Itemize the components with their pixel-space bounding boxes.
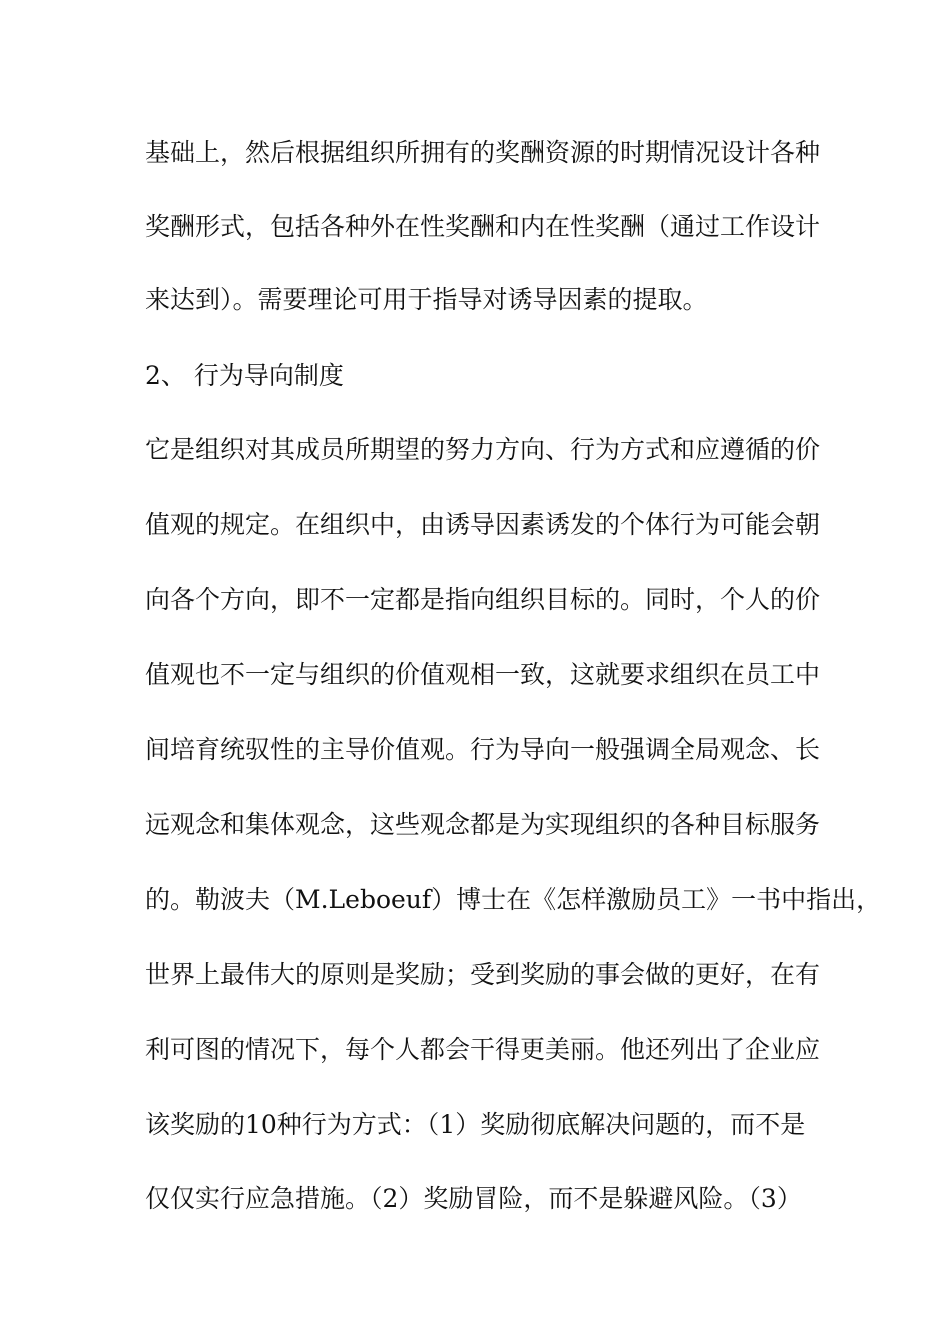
text-line: 奖酬形式，包括各种外在性奖酬和内在性奖酬（通过工作设计 bbox=[145, 212, 821, 241]
text-line: 值观的规定。在组织中，由诱导因素诱发的个体行为可能会朝 bbox=[145, 510, 821, 539]
text-line: 仅仅实行应急措施。（2）奖励冒险，而不是躲避风险。（3） bbox=[145, 1184, 802, 1213]
text-line: 远观念和集体观念，这些观念都是为实现组织的各种目标服务 bbox=[145, 810, 821, 839]
text-line: 利可图的情况下，每个人都会干得更美丽。他还列出了企业应 bbox=[145, 1035, 821, 1064]
text-line: 基础上，然后根据组织所拥有的奖酬资源的时期情况设计各种 bbox=[145, 138, 821, 167]
text-line: 的。勒波夫（M.Leboeuf）博士在《怎样激励员工》一书中指出， bbox=[145, 885, 882, 914]
text-line: 它是组织对其成员所期望的努力方向、行为方式和应遵循的价 bbox=[145, 435, 821, 464]
section-heading: 2、 行为导向制度 bbox=[145, 361, 344, 390]
text-line: 值观也不一定与组织的价值观相一致，这就要求组织在员工中 bbox=[145, 660, 821, 689]
text-line: 来达到）。需要理论可用于指导对诱导因素的提取。 bbox=[145, 285, 708, 314]
text-line: 该奖励的10种行为方式：（1）奖励彻底解决问题的，而不是 bbox=[145, 1110, 806, 1139]
text-line: 世界上最伟大的原则是奖励；受到奖励的事会做的更好，在有 bbox=[145, 960, 821, 989]
text-line: 向各个方向，即不一定都是指向组织目标的。同时，个人的价 bbox=[145, 585, 821, 614]
text-line: 间培育统驭性的主导价值观。行为导向一般强调全局观念、长 bbox=[145, 735, 821, 764]
